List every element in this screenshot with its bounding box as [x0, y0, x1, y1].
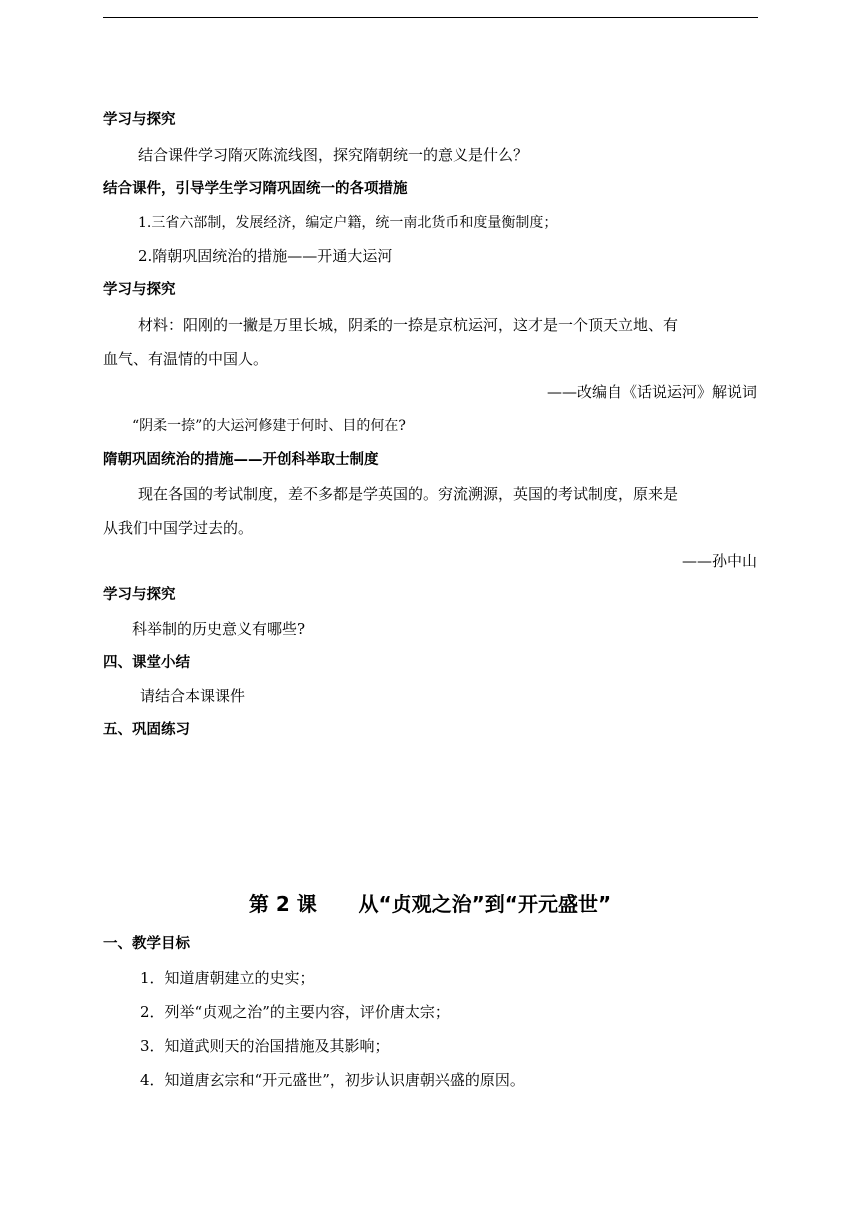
quote-line-2: 从我们中国学过去的。	[103, 519, 254, 537]
material-line-1: 材料：阳刚的一撇是万里长城，阴柔的一捺是京杭运河，这才是一个顶天立地、有	[138, 316, 679, 334]
consolidate-heading: 结合课件，引导学生学习隋巩固统一的各项措施	[103, 181, 408, 197]
summary-heading: 四、课堂小结	[103, 655, 190, 671]
quote-source: ——孙中山	[681, 552, 757, 570]
material-line-2: 血气、有温情的中国人。	[103, 350, 269, 368]
keju-heading: 隋朝巩固统治的措施——开创科举取士制度	[103, 452, 379, 468]
lesson-title: 第 2 课 从“贞观之治”到“开元盛世”	[248, 892, 612, 916]
explore-heading-2: 学习与探究	[103, 282, 176, 298]
goal-item: 2．列举“贞观之治”的主要内容，评价唐太宗；	[140, 1003, 450, 1021]
practice-heading: 五、巩固练习	[103, 722, 190, 738]
summary-text: 请结合本课课件	[140, 687, 246, 705]
goal-item: 4．知道唐玄宗和“开元盛世”，初步认识唐朝兴盛的原因。	[140, 1071, 525, 1089]
canal-question: “阴柔一捺”的大运河修建于何时、目的何在?	[132, 418, 406, 434]
keju-question: 科举制的历史意义有哪些?	[132, 620, 306, 638]
measure-item-2: 2.隋朝巩固统治的措施——开通大运河	[138, 247, 393, 265]
measure-item-1: 1.三省六部制，发展经济，编定户籍，统一南北货币和度量衡制度；	[138, 215, 558, 231]
goal-item: 3．知道武则天的治国措施及其影响；	[140, 1037, 390, 1055]
goal-item: 1．知道唐朝建立的史实；	[140, 969, 315, 987]
material-source: ——改编自《话说运河》解说词	[546, 383, 757, 401]
header-rule	[103, 17, 758, 18]
explore-heading-3: 学习与探究	[103, 587, 176, 603]
goals-heading: 一、教学目标	[103, 936, 190, 952]
quote-line-1: 现在各国的考试制度，差不多都是学英国的。穷流溯源，英国的考试制度，原来是	[138, 485, 679, 503]
explore-text-1: 结合课件学习隋灭陈流线图，探究隋朝统一的意义是什么？	[138, 146, 529, 164]
explore-heading-1: 学习与探究	[103, 112, 176, 128]
